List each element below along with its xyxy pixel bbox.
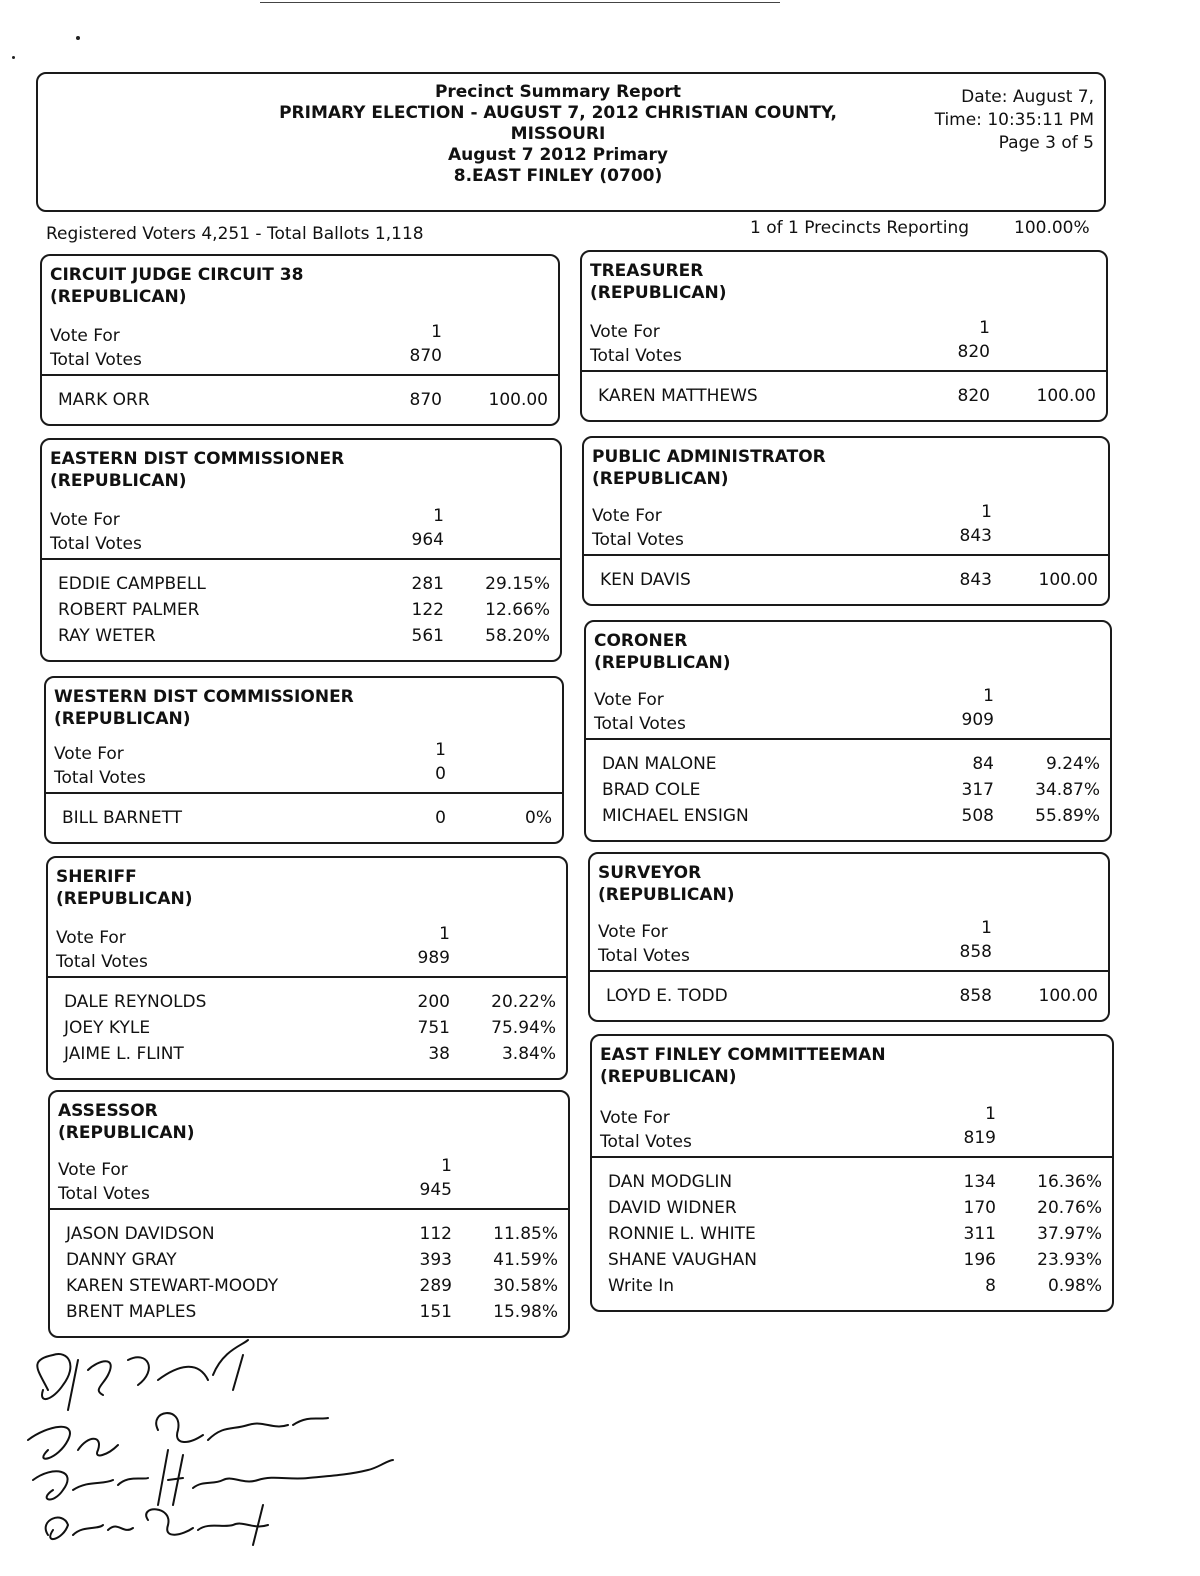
candidate-percent: 100.00 [488,390,548,410]
candidate-name: DANNY GRAY [66,1250,177,1270]
candidate-votes: 561 [411,626,444,646]
vote-for-label: Vote For [58,1160,128,1180]
candidate-name: ROBERT PALMER [58,600,200,620]
candidate-votes: 134 [963,1172,996,1192]
candidate-row [586,754,1110,780]
race-title [58,1100,194,1144]
scan-speck [76,36,80,40]
candidate-row [586,780,1110,806]
race-party: (REPUBLICAN) [56,889,193,909]
registered-voters-total-ballots: Registered Voters 4,251 - Total Ballots 1,118 [46,224,424,244]
candidate-votes: 858 [959,986,992,1006]
signature-3-mark [33,1450,393,1505]
candidate-percent: 100.00 [1038,986,1098,1006]
race-party: (REPUBLICAN) [58,1123,195,1143]
candidate-votes: 38 [428,1044,450,1064]
candidate-percent: 9.24% [1045,754,1100,774]
vote-for-value: 1 [439,924,450,944]
report-time: Time: 10:35:11 PM [934,110,1094,130]
race-title [598,862,734,906]
scan-speck [12,56,15,59]
vote-for-label: Vote For [600,1108,670,1128]
candidate-percent: 75.94% [491,1018,556,1038]
candidate-row [48,992,566,1018]
candidate-row [592,1198,1112,1224]
candidate-votes: 151 [419,1302,452,1322]
total-votes-value: 820 [957,342,990,362]
vote-for-value: 1 [433,506,444,526]
race-office: ASSESSOR [58,1101,158,1121]
candidate-row [592,1250,1112,1276]
candidate-row [590,986,1108,1012]
race-box [580,250,1108,422]
race-box [588,852,1110,1022]
race-party: (REPUBLICAN) [600,1067,737,1087]
candidate-percent: 55.89% [1035,806,1100,826]
candidate-name: KEN DAVIS [600,570,691,590]
total-votes-label: Total Votes [50,534,142,554]
signature-2-mark [28,1413,328,1459]
candidate-row [42,600,560,626]
election-subtitle: August 7 2012 Primary [448,145,668,165]
total-votes-value: 964 [411,530,444,550]
candidate-votes: 0 [435,808,446,828]
candidate-percent: 15.98% [493,1302,558,1322]
candidate-votes: 196 [963,1250,996,1270]
candidate-percent: 100.00 [1036,386,1096,406]
vote-for-label: Vote For [598,922,668,942]
signature-4-mark [46,1505,268,1545]
race-title [56,866,192,910]
candidate-name: RAY WETER [58,626,156,646]
election-name-line1: PRIMARY ELECTION - AUGUST 7, 2012 CHRISTIAN COUNTY, [279,103,837,123]
candidate-name: EDDIE CAMPBELL [58,574,206,594]
candidate-row [592,1276,1112,1302]
candidate-percent: 3.84% [501,1044,556,1064]
candidate-row [584,570,1108,596]
candidate-name: JASON DAVIDSON [66,1224,215,1244]
total-votes-value: 0 [435,764,446,784]
candidate-votes: 317 [961,780,994,800]
precincts-reporting: 1 of 1 Precincts Reporting [750,218,970,238]
race-office: EAST FINLEY COMMITTEEMAN [600,1045,886,1065]
candidate-percent: 30.58% [493,1276,558,1296]
candidate-name: LOYD E. TODD [606,986,728,1006]
candidate-votes: 311 [963,1224,996,1244]
candidate-votes: 820 [957,386,990,406]
candidate-name: BILL BARNETT [62,808,183,828]
total-votes-label: Total Votes [600,1132,692,1152]
total-votes-value: 819 [963,1128,996,1148]
total-votes-label: Total Votes [594,714,686,734]
race-divider [50,1208,568,1210]
candidate-percent: 29.15% [485,574,550,594]
race-office: EASTERN DIST COMMISSIONER [50,449,345,469]
total-votes-label: Total Votes [592,530,684,550]
vote-for-value: 1 [985,1104,996,1124]
race-party: (REPUBLICAN) [594,653,731,673]
candidate-name: KAREN MATTHEWS [598,386,758,406]
race-office: TREASURER [590,261,704,281]
race-title [590,260,726,304]
race-box [582,436,1110,606]
reporting-percent: 100.00% [1014,218,1090,238]
candidate-percent: 20.76% [1037,1198,1102,1218]
race-box [40,438,562,662]
election-name-line2: MISSOURI [510,124,606,144]
race-box [40,254,560,426]
candidate-percent: 100.00 [1038,570,1098,590]
candidate-votes: 122 [411,600,444,620]
page-number: Page 3 of 5 [998,133,1094,153]
candidate-votes: 84 [972,754,994,774]
candidate-votes: 8 [985,1276,996,1296]
race-party: (REPUBLICAN) [590,283,727,303]
race-title [600,1044,886,1088]
candidate-percent: 34.87% [1035,780,1100,800]
candidate-row [42,390,558,416]
candidate-percent: 12.66% [485,600,550,620]
total-votes-label: Total Votes [50,350,142,370]
candidate-votes: 289 [419,1276,452,1296]
vote-for-value: 1 [981,918,992,938]
race-office: SHERIFF [56,867,137,887]
race-office: PUBLIC ADMINISTRATOR [592,447,826,467]
candidate-percent: 0.98% [1047,1276,1102,1296]
race-divider [582,370,1106,372]
candidate-votes: 200 [417,992,450,1012]
race-divider [48,976,566,978]
candidate-row [50,1250,568,1276]
race-party: (REPUBLICAN) [50,287,187,307]
candidate-votes: 112 [419,1224,452,1244]
candidate-row [48,1044,566,1070]
candidate-name: BRENT MAPLES [66,1302,197,1322]
total-votes-value: 945 [419,1180,452,1200]
race-title [594,630,730,674]
race-box [48,1090,570,1338]
race-box [590,1034,1114,1312]
signature-1-mark [37,1340,248,1410]
total-votes-value: 843 [959,526,992,546]
vote-for-value: 1 [983,686,994,706]
candidate-votes: 843 [959,570,992,590]
candidate-name: JOEY KYLE [64,1018,151,1038]
total-votes-label: Total Votes [54,768,146,788]
race-divider [46,792,562,794]
candidate-name: DAN MODGLIN [608,1172,733,1192]
signatures [8,1330,428,1570]
race-office: WESTERN DIST COMMISSIONER [54,687,354,707]
candidate-votes: 170 [963,1198,996,1218]
candidate-percent: 23.93% [1037,1250,1102,1270]
candidate-name: RONNIE L. WHITE [608,1224,756,1244]
candidate-name: DALE REYNOLDS [64,992,207,1012]
candidate-row [42,626,560,652]
candidate-name: MARK ORR [58,390,150,410]
candidate-row [50,1276,568,1302]
vote-for-label: Vote For [50,510,120,530]
total-votes-value: 989 [417,948,450,968]
vote-for-value: 1 [431,322,442,342]
candidate-row [592,1224,1112,1250]
race-title [54,686,354,730]
candidate-name: DAVID WIDNER [608,1198,737,1218]
race-divider [42,374,558,376]
candidate-name: KAREN STEWART-MOODY [66,1276,279,1296]
race-box [584,620,1112,842]
candidate-percent: 58.20% [485,626,550,646]
race-party: (REPUBLICAN) [50,471,187,491]
candidate-percent: 11.85% [493,1224,558,1244]
race-office: CIRCUIT JUDGE CIRCUIT 38 [50,265,304,285]
candidate-row [50,1302,568,1328]
vote-for-label: Vote For [594,690,664,710]
candidate-row [582,386,1106,412]
vote-for-value: 1 [435,740,446,760]
race-party: (REPUBLICAN) [598,885,735,905]
report-title-block [218,82,898,187]
report-date: Date: August 7, [961,87,1094,107]
candidate-percent: 16.36% [1037,1172,1102,1192]
candidate-row [46,808,562,834]
vote-for-value: 1 [981,502,992,522]
total-votes-label: Total Votes [598,946,690,966]
candidate-percent: 0% [525,808,552,828]
candidate-name: DAN MALONE [602,754,717,774]
vote-for-label: Vote For [50,326,120,346]
candidate-percent: 41.59% [493,1250,558,1270]
candidate-row [586,806,1110,832]
race-title [592,446,826,490]
candidate-votes: 281 [411,574,444,594]
vote-for-value: 1 [979,318,990,338]
race-office: SURVEYOR [598,863,702,883]
candidate-percent: 20.22% [491,992,556,1012]
total-votes-value: 858 [959,942,992,962]
total-votes-label: Total Votes [590,346,682,366]
candidate-votes: 393 [419,1250,452,1270]
vote-for-label: Vote For [54,744,124,764]
race-divider [592,1156,1112,1158]
candidate-votes: 870 [409,390,442,410]
candidate-row [42,574,560,600]
report-header [36,72,1106,212]
candidate-name: JAIME L. FLINT [64,1044,184,1064]
page-top-rule [260,2,780,3]
report-title: Precinct Summary Report [434,82,682,102]
candidate-name: Write In [608,1276,675,1296]
race-divider [584,554,1108,556]
precinct-name: 8.EAST FINLEY (0700) [453,166,663,186]
candidate-row [50,1224,568,1250]
total-votes-value: 909 [961,710,994,730]
candidate-votes: 751 [417,1018,450,1038]
candidate-percent: 37.97% [1037,1224,1102,1244]
report-meta [935,86,1094,155]
race-title [50,448,344,492]
candidate-row [592,1172,1112,1198]
race-party: (REPUBLICAN) [54,709,191,729]
race-box [44,676,564,844]
race-divider [586,738,1110,740]
candidate-name: BRAD COLE [602,780,701,800]
candidate-votes: 508 [961,806,994,826]
total-votes-value: 870 [409,346,442,366]
candidate-name: SHANE VAUGHAN [608,1250,757,1270]
vote-for-value: 1 [441,1156,452,1176]
race-box [46,856,568,1080]
total-votes-label: Total Votes [58,1184,150,1204]
race-office: CORONER [594,631,688,651]
candidate-name: MICHAEL ENSIGN [602,806,749,826]
race-divider [590,970,1108,972]
race-title [50,264,303,308]
total-votes-label: Total Votes [56,952,148,972]
race-divider [42,558,560,560]
race-party: (REPUBLICAN) [592,469,729,489]
vote-for-label: Vote For [592,506,662,526]
candidate-row [48,1018,566,1044]
vote-for-label: Vote For [56,928,126,948]
vote-for-label: Vote For [590,322,660,342]
